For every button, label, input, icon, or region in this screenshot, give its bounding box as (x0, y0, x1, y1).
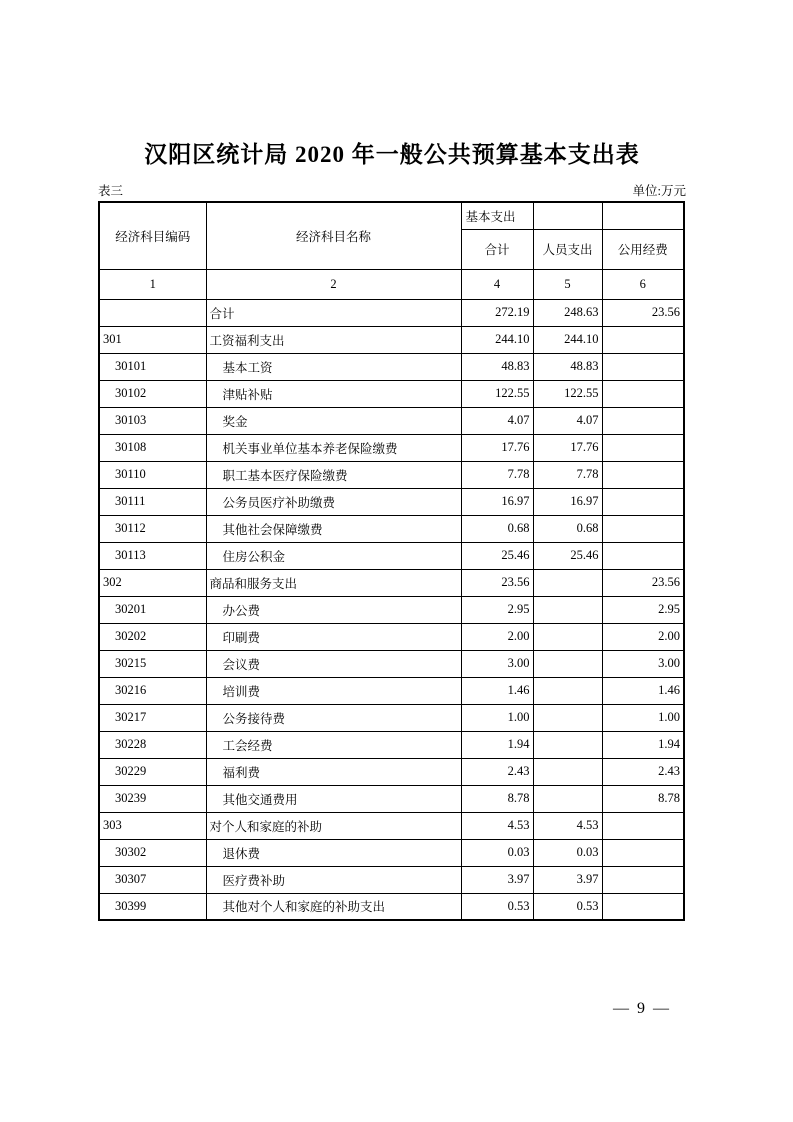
budget-table (98, 201, 685, 921)
total-value-cell: 2.95 (461, 596, 533, 623)
column-header-personnel: 人员支出 (533, 229, 602, 269)
public-funds-value-cell: 2.95 (602, 596, 684, 623)
table-row (99, 650, 684, 677)
budget-table-body (99, 299, 684, 920)
table-row (99, 893, 684, 920)
total-value-cell: 4.53 (461, 812, 533, 839)
economic-code-cell: 30217 (99, 704, 206, 731)
column-header-empty-2 (602, 202, 684, 229)
total-value-cell: 16.97 (461, 488, 533, 515)
total-value-cell: 0.68 (461, 515, 533, 542)
personnel-value-cell: 0.03 (533, 839, 602, 866)
personnel-value-cell: 4.07 (533, 407, 602, 434)
personnel-value-cell: 3.97 (533, 866, 602, 893)
total-value-cell: 244.10 (461, 326, 533, 353)
economic-name-cell: 工资福利支出 (206, 326, 461, 353)
economic-code-cell: 30112 (99, 515, 206, 542)
economic-name-cell: 福利费 (206, 758, 461, 785)
table-row (99, 839, 684, 866)
personnel-value-cell: 244.10 (533, 326, 602, 353)
total-value-cell: 0.53 (461, 893, 533, 920)
economic-name-cell: 印刷费 (206, 623, 461, 650)
economic-code-cell: 30202 (99, 623, 206, 650)
personnel-value-cell: 17.76 (533, 434, 602, 461)
personnel-value-cell (533, 596, 602, 623)
economic-name-cell: 住房公积金 (206, 542, 461, 569)
total-value-cell: 272.19 (461, 299, 533, 326)
table-row (99, 326, 684, 353)
economic-code-cell: 30102 (99, 380, 206, 407)
public-funds-value-cell: 3.00 (602, 650, 684, 677)
table-row (99, 677, 684, 704)
table-row (99, 812, 684, 839)
table-row (99, 380, 684, 407)
public-funds-value-cell: 1.94 (602, 731, 684, 758)
personnel-value-cell: 25.46 (533, 542, 602, 569)
table-row (99, 407, 684, 434)
total-value-cell: 1.00 (461, 704, 533, 731)
public-funds-value-cell: 1.46 (602, 677, 684, 704)
table-row (99, 785, 684, 812)
page-number: — 9 — (613, 1000, 671, 1017)
public-funds-value-cell (602, 866, 684, 893)
column-header-code: 经济科目编码 (99, 202, 206, 269)
personnel-value-cell (533, 704, 602, 731)
column-number-2: 2 (206, 269, 461, 299)
column-number-4: 4 (461, 269, 533, 299)
economic-code-cell: 302 (99, 569, 206, 596)
table-row (99, 434, 684, 461)
document-content (98, 0, 686, 921)
total-value-cell: 1.94 (461, 731, 533, 758)
public-funds-value-cell (602, 893, 684, 920)
total-value-cell: 122.55 (461, 380, 533, 407)
total-value-cell: 2.00 (461, 623, 533, 650)
column-header-total: 合计 (461, 229, 533, 269)
economic-name-cell: 医疗费补助 (206, 866, 461, 893)
economic-code-cell: 30103 (99, 407, 206, 434)
public-funds-value-cell (602, 515, 684, 542)
public-funds-value-cell (602, 812, 684, 839)
public-funds-value-cell: 23.56 (602, 299, 684, 326)
economic-name-cell: 其他社会保障缴费 (206, 515, 461, 542)
personnel-value-cell: 122.55 (533, 380, 602, 407)
table-row (99, 542, 684, 569)
total-value-cell: 1.46 (461, 677, 533, 704)
column-header-public-funds: 公用经费 (602, 229, 684, 269)
economic-code-cell: 30108 (99, 434, 206, 461)
economic-name-cell: 办公费 (206, 596, 461, 623)
public-funds-value-cell (602, 353, 684, 380)
total-value-cell: 2.43 (461, 758, 533, 785)
economic-name-cell: 培训费 (206, 677, 461, 704)
economic-name-cell: 对个人和家庭的补助 (206, 812, 461, 839)
economic-name-cell: 其他对个人和家庭的补助支出 (206, 893, 461, 920)
personnel-value-cell: 0.68 (533, 515, 602, 542)
personnel-value-cell: 4.53 (533, 812, 602, 839)
column-number-6: 6 (602, 269, 684, 299)
economic-code-cell: 30216 (99, 677, 206, 704)
economic-name-cell: 商品和服务支出 (206, 569, 461, 596)
economic-name-cell: 职工基本医疗保险缴费 (206, 461, 461, 488)
public-funds-value-cell: 8.78 (602, 785, 684, 812)
unit-label: 单位:万元 (632, 184, 686, 198)
table-row (99, 299, 684, 326)
total-value-cell: 17.76 (461, 434, 533, 461)
public-funds-value-cell (602, 542, 684, 569)
economic-name-cell: 公务接待费 (206, 704, 461, 731)
public-funds-value-cell: 23.56 (602, 569, 684, 596)
personnel-value-cell: 0.53 (533, 893, 602, 920)
economic-name-cell: 合计 (206, 299, 461, 326)
table-row (99, 461, 684, 488)
economic-code-cell: 30399 (99, 893, 206, 920)
economic-code-cell: 30201 (99, 596, 206, 623)
total-value-cell: 48.83 (461, 353, 533, 380)
table-row (99, 704, 684, 731)
table-number-label: 表三 (98, 184, 124, 198)
total-value-cell: 25.46 (461, 542, 533, 569)
total-value-cell: 8.78 (461, 785, 533, 812)
table-row (99, 353, 684, 380)
economic-code-cell: 30113 (99, 542, 206, 569)
economic-code-cell: 303 (99, 812, 206, 839)
public-funds-value-cell (602, 407, 684, 434)
table-meta-row (98, 181, 686, 199)
public-funds-value-cell: 1.00 (602, 704, 684, 731)
public-funds-value-cell (602, 326, 684, 353)
column-header-name: 经济科目名称 (206, 202, 461, 269)
personnel-value-cell: 7.78 (533, 461, 602, 488)
table-row (99, 731, 684, 758)
total-value-cell: 0.03 (461, 839, 533, 866)
economic-code-cell: 30228 (99, 731, 206, 758)
economic-name-cell: 工会经费 (206, 731, 461, 758)
economic-code-cell: 301 (99, 326, 206, 353)
table-row (99, 569, 684, 596)
economic-code-cell: 30307 (99, 866, 206, 893)
economic-name-cell: 机关事业单位基本养老保险缴费 (206, 434, 461, 461)
public-funds-value-cell (602, 380, 684, 407)
economic-name-cell: 基本工资 (206, 353, 461, 380)
public-funds-value-cell (602, 461, 684, 488)
personnel-value-cell (533, 677, 602, 704)
personnel-value-cell (533, 623, 602, 650)
total-value-cell: 23.56 (461, 569, 533, 596)
table-row (99, 623, 684, 650)
total-value-cell: 4.07 (461, 407, 533, 434)
economic-code-cell: 30302 (99, 839, 206, 866)
column-group-basic-expenditure: 基本支出 (461, 202, 533, 229)
economic-name-cell: 会议费 (206, 650, 461, 677)
public-funds-value-cell (602, 839, 684, 866)
column-number-1: 1 (99, 269, 206, 299)
economic-code-cell (99, 299, 206, 326)
page-title: 汉阳区统计局 2020 年一般公共预算基本支出表 (144, 142, 640, 167)
economic-code-cell: 30101 (99, 353, 206, 380)
economic-name-cell: 奖金 (206, 407, 461, 434)
column-header-empty-1 (533, 202, 602, 229)
column-number-5: 5 (533, 269, 602, 299)
economic-code-cell: 30215 (99, 650, 206, 677)
table-row (99, 596, 684, 623)
table-row (99, 866, 684, 893)
personnel-value-cell: 16.97 (533, 488, 602, 515)
public-funds-value-cell (602, 488, 684, 515)
personnel-value-cell (533, 758, 602, 785)
public-funds-value-cell: 2.00 (602, 623, 684, 650)
table-row (99, 758, 684, 785)
personnel-value-cell (533, 569, 602, 596)
economic-name-cell: 其他交通费用 (206, 785, 461, 812)
personnel-value-cell (533, 785, 602, 812)
total-value-cell: 7.78 (461, 461, 533, 488)
economic-name-cell: 津贴补贴 (206, 380, 461, 407)
personnel-value-cell (533, 731, 602, 758)
economic-code-cell: 30111 (99, 488, 206, 515)
public-funds-value-cell: 2.43 (602, 758, 684, 785)
public-funds-value-cell (602, 434, 684, 461)
economic-name-cell: 退休费 (206, 839, 461, 866)
economic-code-cell: 30239 (99, 785, 206, 812)
personnel-value-cell: 248.63 (533, 299, 602, 326)
personnel-value-cell (533, 650, 602, 677)
total-value-cell: 3.00 (461, 650, 533, 677)
personnel-value-cell: 48.83 (533, 353, 602, 380)
total-value-cell: 3.97 (461, 866, 533, 893)
economic-name-cell: 公务员医疗补助缴费 (206, 488, 461, 515)
table-row (99, 515, 684, 542)
table-row (99, 488, 684, 515)
economic-code-cell: 30229 (99, 758, 206, 785)
economic-code-cell: 30110 (99, 461, 206, 488)
